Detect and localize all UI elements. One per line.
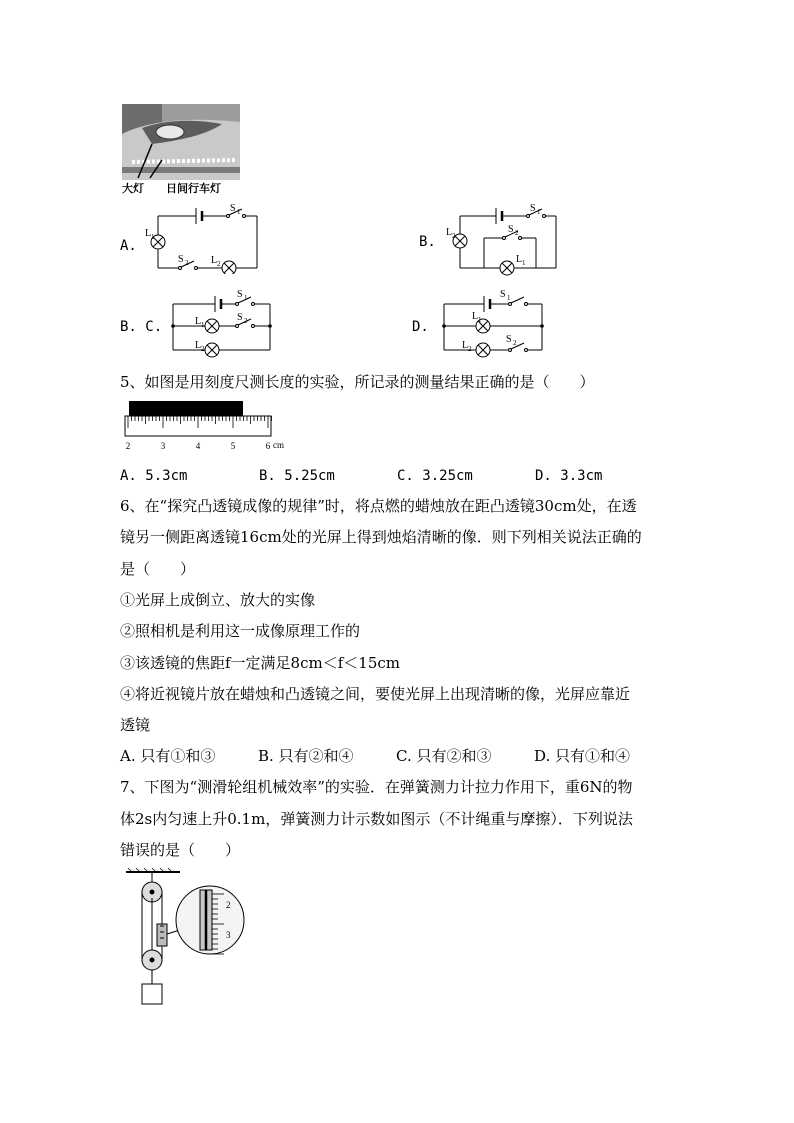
q6-stem-line3: 是（ ） <box>120 560 196 578</box>
svg-text:2: 2 <box>513 339 517 347</box>
q6-option-c[interactable]: C. 只有②和③ <box>396 747 492 765</box>
q5-option-d[interactable]: D. 3.3cm <box>535 468 603 484</box>
label-l2-d: L <box>462 340 469 351</box>
label-s1-b: S <box>530 203 536 214</box>
svg-text:2: 2 <box>515 229 519 237</box>
scale-label-2: 2 <box>226 900 231 910</box>
svg-text:2: 2 <box>185 259 189 267</box>
q6-statement-4-cont: 透镜 <box>120 716 151 734</box>
q5-option-b[interactable]: B. 5.25cm <box>259 468 335 484</box>
svg-text:1: 1 <box>537 208 541 216</box>
circuit-d <box>436 286 551 360</box>
circuit-c <box>165 286 280 360</box>
q7-stem-line1: 7、下图为“测滑轮组机械效率”的实验．在弹簧测力计拉力作用下，重6N的物 <box>120 778 633 796</box>
scale-label-3: 3 <box>226 930 231 940</box>
label-s2-b: S <box>508 224 514 235</box>
label-headlight: 大灯 <box>122 182 144 195</box>
car-photo <box>122 104 240 180</box>
label-l2-c: L <box>195 340 202 351</box>
svg-text:2: 2 <box>468 345 472 353</box>
label-l1-b: L <box>516 254 523 265</box>
car-illustration <box>122 104 240 180</box>
q4-option-d[interactable]: D. <box>412 319 429 335</box>
q7-stem-line2: 体2s内匀速上升0.1m，弹簧测力计示数如图示（不计绳重与摩擦）．下列说法 <box>120 810 633 828</box>
measured-object <box>129 401 243 416</box>
ruler-tick-2: 2 <box>125 441 131 451</box>
ruler-figure <box>122 398 292 456</box>
ruler-tick-6: 6 <box>265 441 271 451</box>
q6-stem-line1: 6、在“探究凸透镜成像的规律”时，将点燃的蜡烛放在距凸透镜30cm处，在透 <box>120 497 637 515</box>
svg-text:1: 1 <box>478 316 482 324</box>
q6-statement-1: ①光屏上成倒立、放大的实像 <box>120 591 316 609</box>
q4-option-b[interactable]: B. <box>419 234 436 250</box>
svg-text:2: 2 <box>217 260 221 268</box>
svg-text:1: 1 <box>237 208 241 216</box>
svg-text:1: 1 <box>244 294 248 302</box>
q6-statement-3: ③该透镜的焦距f一定满足8cm＜f＜15cm <box>120 654 400 672</box>
label-l1-c: L <box>195 316 202 327</box>
q7-stem-line3: 错误的是（ ） <box>120 841 241 859</box>
label-s1-d: S <box>500 289 506 300</box>
ruler-tick-5: 5 <box>230 441 236 451</box>
pulley-figure <box>122 868 252 1008</box>
svg-text:2: 2 <box>452 232 456 240</box>
q6-option-d[interactable]: D. 只有①和④ <box>534 747 631 765</box>
svg-text:1: 1 <box>507 294 511 302</box>
label-l1-d: L <box>472 311 479 322</box>
q6-option-b[interactable]: B. 只有②和④ <box>258 747 354 765</box>
label-daytime-light: 日间行车灯 <box>166 182 221 195</box>
q6-statement-4: ④将近视镜片放在蜡烛和凸透镜之间，要使光屏上出现清晰的像，光屏应靠近 <box>120 685 631 703</box>
q5-stem: 5、如图是用刻度尺测长度的实验，所记录的测量结果正确的是（ ） <box>120 373 595 391</box>
q6-option-a[interactable]: A. 只有①和③ <box>120 747 216 765</box>
q5-option-a[interactable]: A. 5.3cm <box>120 468 188 484</box>
ruler-tick-3: 3 <box>160 441 166 451</box>
label-l1: L <box>145 228 152 239</box>
q6-statement-2: ②照相机是利用这一成像原理工作的 <box>120 622 361 640</box>
label-s2-c: S <box>237 312 243 323</box>
circuit-a <box>140 202 270 274</box>
q4-option-c[interactable]: B. C. <box>120 319 163 335</box>
svg-text:2: 2 <box>244 317 248 325</box>
label-s1: S <box>230 203 236 214</box>
q4-option-a[interactable]: A. <box>120 238 137 254</box>
svg-text:1: 1 <box>151 233 155 241</box>
svg-text:1: 1 <box>522 259 526 267</box>
circuit-b <box>440 200 570 276</box>
label-s2: S <box>178 254 184 265</box>
label-s2-d: S <box>506 334 512 345</box>
q5-option-c[interactable]: C. 3.25cm <box>397 468 473 484</box>
label-l2: L <box>211 255 218 266</box>
svg-text:1: 1 <box>201 321 205 329</box>
label-l2-b: L <box>446 227 453 238</box>
svg-text:2: 2 <box>201 345 205 353</box>
q6-stem-line2: 镜另一侧距离透镜16cm处的光屏上得到烛焰清晰的像．则下列相关说法正确的 <box>120 528 642 546</box>
label-s1-c: S <box>237 289 243 300</box>
ruler-tick-4: 4 <box>195 441 201 451</box>
ruler-unit: cm <box>273 440 284 450</box>
